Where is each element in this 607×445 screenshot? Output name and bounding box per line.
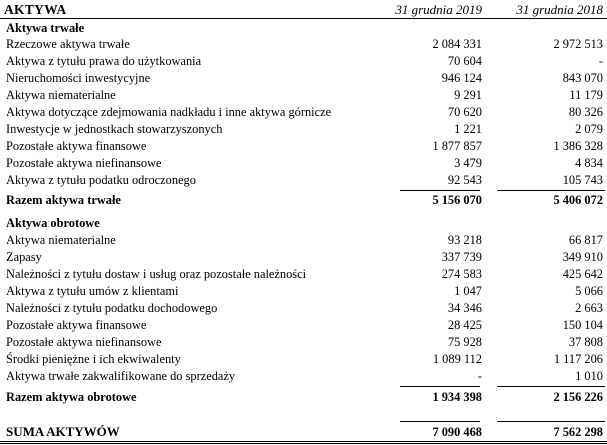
value-2019: 1 089 112 [432,352,482,366]
value-2018: 2 663 [575,301,603,315]
grand-total-label: SUMA AKTYWÓW [6,424,120,439]
value-2018: 66 817 [568,233,603,247]
grand-total-row [0,424,607,440]
row-label: Aktywa z tytułu prawa do użytkowania [6,54,202,68]
subtotal-top-line-2019 [400,190,480,191]
section-heading-fixed [0,20,607,36]
column-header-2019: 31 grudnia 2019 [395,2,482,17]
value-2018: 105 743 [562,173,603,187]
value-2018: 843 070 [562,71,603,85]
table-row [0,351,607,367]
total-value-2019: 1 934 398 [432,390,482,404]
value-2019: 92 543 [447,173,482,187]
subtotal-top-line-2018 [497,190,605,191]
row-label: Pozostałe aktywa niefinansowe [6,156,162,170]
grand-total-top-line-2019 [400,421,480,422]
subtotal-top-line-2018 [497,386,605,387]
row-label: Pozostałe aktywa finansowe [6,139,147,153]
value-2019: 70 620 [447,105,482,119]
table-row [0,266,607,282]
total-value-2018: 2 156 226 [553,390,603,404]
value-2019: 1 221 [454,122,482,136]
value-2018: 11 179 [569,88,603,102]
table-row [0,249,607,265]
value-2019: 28 425 [447,318,482,332]
value-2019: - [477,369,482,383]
row-label: Należności z tytułu podatku dochodowego [6,301,218,315]
value-2019: 9 291 [454,88,482,102]
value-2018: 349 910 [562,250,603,264]
grand-total-value-2019: 7 090 468 [432,425,482,439]
table-row [0,155,607,171]
value-2018: 150 104 [562,318,603,332]
value-2019: 93 218 [447,233,482,247]
value-2018: 5 066 [575,284,603,298]
value-2018: 4 834 [575,156,603,170]
table-row [0,232,607,248]
value-2019: 274 583 [441,267,482,281]
table-row [0,368,607,384]
table-row [0,334,607,350]
row-label: Pozostałe aktywa niefinansowe [6,335,162,349]
total-label: Razem aktywa obrotowe [6,390,137,404]
section-heading-current [0,215,607,231]
total-value-2018: 5 406 072 [553,193,603,207]
page-title: AKTYWA [4,2,67,17]
total-row-fixed [0,192,607,208]
row-label: Nieruchomości inwestycyjne [6,71,151,85]
table-row [0,317,607,333]
grand-total-double-line-b [0,443,607,444]
value-2018: 1 386 328 [553,139,603,153]
row-label: Aktywa z tytułu umów z klientami [6,284,179,298]
value-2019: 2 084 331 [432,37,482,51]
header-row [0,2,607,18]
value-2019: 34 346 [447,301,482,315]
total-value-2019: 5 156 070 [432,193,482,207]
table-row [0,283,607,299]
value-2019: 1 877 857 [432,139,482,153]
row-label: Aktywa niematerialne [6,88,116,102]
value-2019: 337 739 [441,250,482,264]
subtotal-top-line-2019 [400,386,480,387]
row-label: Pozostałe aktywa finansowe [6,318,147,332]
value-2019: 70 604 [447,54,482,68]
row-label: Rzeczowe aktywa trwałe [6,37,130,51]
table-row [0,53,607,69]
value-2018: 2 972 513 [553,37,603,51]
value-2018: 2 079 [575,122,603,136]
value-2019: 75 928 [447,335,482,349]
section-heading-label: Aktywa obrotowe [6,216,100,230]
value-2019: 1 047 [454,284,482,298]
row-label: Inwestycje w jednostkach stowarzyszonych [6,122,223,136]
row-label: Należności z tytułu dostaw i usług oraz pozostałe należności [6,267,307,281]
total-label: Razem aktywa trwałe [6,193,121,207]
total-row-current [0,389,607,405]
row-label: Aktywa trwałe zakwalifikowane do sprzedaży [6,369,236,383]
value-2018: 37 808 [568,335,603,349]
table-row [0,300,607,316]
table-row [0,172,607,188]
value-2018: 425 642 [562,267,603,281]
grand-total-top-line-2018 [497,421,605,422]
value-2019: 3 479 [454,156,482,170]
table-row [0,70,607,86]
grand-total-double-line-a [0,441,607,442]
table-row [0,121,607,137]
row-label: Aktywa dotyczące zdejmowania nadkładu i inne aktywa górnicze [6,105,332,119]
table-row [0,104,607,120]
table-row [0,87,607,103]
section-heading-label: Aktywa trwałe [6,21,85,35]
value-2018: 1 010 [575,369,603,383]
row-label: Aktywa niematerialne [6,233,116,247]
row-label: Aktywa z tytułu podatku odroczonego [6,173,196,187]
table-row [0,36,607,52]
value-2018: 80 326 [568,105,603,119]
header-underline [0,18,607,19]
table-row [0,138,607,154]
grand-total-value-2018: 7 562 298 [553,425,603,439]
value-2018: 1 117 206 [553,352,603,366]
value-2019: 946 124 [441,71,482,85]
column-header-2018: 31 grudnia 2018 [516,2,603,17]
value-2018: - [598,54,603,68]
row-label: Środki pieniężne i ich ekwiwalenty [6,352,181,366]
row-label: Zapasy [6,250,42,264]
